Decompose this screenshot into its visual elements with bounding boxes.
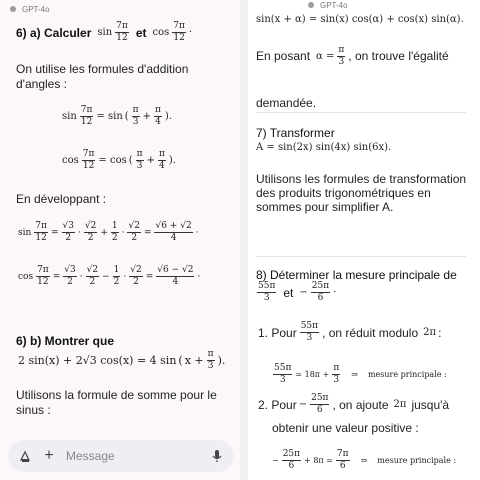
status-bar-right: GPT-4o: [248, 0, 480, 10]
equation-7: A = sin(2x) sin(4x) sin(6x).: [256, 142, 392, 153]
microphone-icon[interactable]: [210, 449, 224, 463]
separator: [256, 256, 466, 257]
separator: [256, 112, 466, 113]
status-bar-left: [0, 0, 240, 18]
fraction: $\frac{7\pi}{12}$: [173, 21, 185, 43]
section-7-text: Utilisons les formules de transformation des produits trigonométriques en sommes pour simplifier A.: [256, 172, 467, 214]
message-composer: [8, 440, 234, 472]
demandee-text: demandée.: [256, 96, 317, 110]
section-8-title: 8) Déterminer la mesure principale de: [256, 268, 457, 282]
equation-6b: 2 sin(x) + 2√3 cos(x) = 4 sin ( x + $\frac{\pi}{3}$ ).: [18, 349, 226, 371]
section-8-fractions: $\frac{55\pi}{3}$ et − $\frac{25\pi}{6}$ ·: [258, 281, 337, 303]
formula-intro-text: On utilise les formules d'addition d'angles :: [16, 62, 189, 91]
item-2-result: − $\frac{25\pi}{6}$ + 8π = $\frac{7\pi}{6}$ ⇒ mesure principale :: [272, 449, 457, 471]
list-item-2: 2. Pour − $\frac{25\pi}{6}$ , on ajoute 2π jusqu'à: [258, 393, 450, 415]
sum-formula: sin(x + α) = sin(x) cos(α) + cos(x) sin(α).: [256, 14, 464, 25]
equation-sin: sin $\frac{7\pi}{12}$ = sin ( $\frac{\pi}{3}$ + $\frac{\pi}{4}$ ).: [62, 105, 172, 127]
equation-cos: cos $\frac{7\pi}{12}$ = cos ( $\frac{\pi}{3}$ + $\frac{\pi}{4}$ ).: [62, 149, 176, 171]
status-dot-icon: [10, 6, 16, 12]
sum-intro-text: Utilisons la formule de somme pour le sinus :: [16, 388, 217, 417]
item-2-line2: obtenir une valeur positive :: [272, 421, 419, 435]
item-1-result: $\frac{55\pi}{3}$ = 18π + $\frac{\pi}{3}$ ⇒ mesure principale :: [274, 363, 447, 385]
status-dot-icon: [308, 2, 314, 8]
attachment-tools-icon[interactable]: [18, 449, 32, 463]
message-input[interactable]: Message: [66, 449, 115, 463]
expanded-cos: cos $\frac{7\pi}{12}$ = $\frac{√3}{2}$ · $\frac{√2}{2}$ − $\frac{1}{2}$ · $\frac{√2}{2}$ = $\frac{√6 - √2}{4}$ ·: [18, 265, 201, 287]
section-6a-title: 6) a) Calculer sin $\frac{7\pi}{12}$ et cos $\frac{7\pi}{12}$ ·: [16, 21, 193, 43]
list-item-1: 1. Pour $\frac{55\pi}{3}$ , on réduit modulo 2π :: [258, 321, 442, 343]
posant-line: En posant α = $\frac{\pi}{3}$ , on trouve l'égalité: [256, 45, 449, 67]
expanded-sin: sin $\frac{7\pi}{12}$ = $\frac{√3}{2}$ · $\frac{√2}{2}$ + $\frac{1}{2}$ · $\frac{√2}{2}$ = $\frac{√6 + √2}{4}$ ·: [18, 221, 199, 243]
section-7-title: 7) Transformer: [256, 126, 335, 140]
panel-divider: [240, 0, 248, 480]
fraction: $\frac{7\pi}{12}$: [116, 21, 128, 43]
add-icon[interactable]: +: [44, 447, 54, 464]
section-6b-title: 6) b) Montrer que: [16, 334, 114, 348]
model-label: GPT-4o: [22, 4, 50, 14]
expand-intro-text: En développant :: [16, 192, 107, 206]
